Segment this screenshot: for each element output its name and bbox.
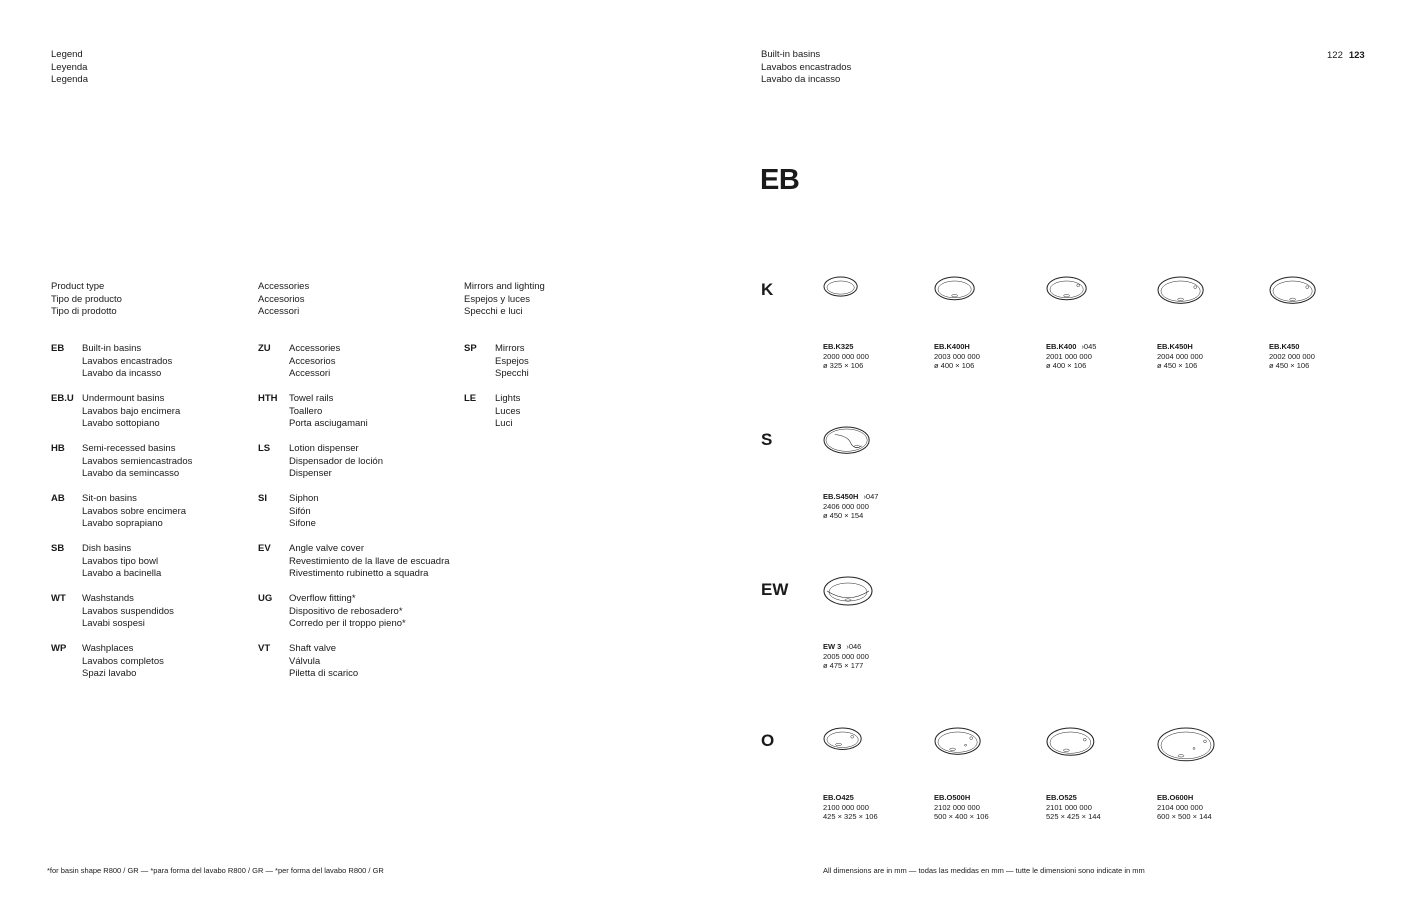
legend-description [289, 543, 450, 581]
legend-description-line: Dispositivo de rebosadero* [289, 605, 403, 617]
legend-code: SB [51, 543, 65, 554]
legend-description-line: Spazi lavabo [82, 668, 137, 679]
legend-description-line: Built-in basins [82, 343, 142, 354]
legend-description [82, 443, 192, 481]
row-code: S [761, 430, 773, 449]
page-number-right: 123 [1348, 50, 1365, 61]
product-name-line [823, 492, 878, 502]
legend-description-line: Dish basins [82, 543, 132, 554]
legend-description-line: Lavabos semiencastrados [82, 455, 193, 467]
legend-description-line: Washstands [82, 593, 134, 604]
product-meta [934, 342, 980, 371]
product-meta [1046, 342, 1096, 371]
product-dimensions: ø 475 × 177 [823, 661, 864, 671]
product-dimensions: ø 450 × 106 [1157, 361, 1198, 371]
legend-description [82, 343, 172, 381]
legend-code: AB [51, 493, 65, 504]
legend-title-es: Leyenda [51, 61, 88, 73]
legend-description [289, 393, 368, 431]
legend-description [82, 593, 174, 631]
legend-description-line: Mirrors [495, 343, 525, 354]
legend-description-line: Luci [495, 418, 513, 429]
legend-description-line: Lavabos bajo encimera [82, 405, 181, 417]
section-title-en: Built-in basins [761, 49, 821, 60]
product-item [1046, 727, 1146, 822]
page-reference-link[interactable]: ›046 [846, 642, 862, 651]
legend-description-line: Corredo per il troppo pieno* [289, 618, 406, 629]
legend-code: EB.U [51, 393, 74, 404]
product-number: 2000 000 000 [823, 351, 869, 361]
legend-title-it: Legenda [51, 74, 88, 85]
product-name: EB.O500H [934, 793, 971, 802]
overflow-footnote: *for basin shape R800 / GR — *para forma del lavabo R800 / GR — *per forma del lavabo R800 / GR [47, 866, 384, 875]
product-dimensions: 525 × 425 × 144 [1046, 812, 1101, 822]
legend-description [289, 593, 406, 631]
product-number: 2005 000 000 [823, 651, 869, 661]
product-name: EB.O600H [1157, 793, 1194, 802]
legend-description [82, 393, 180, 431]
legend-code: EB [51, 343, 65, 354]
product-name-line [823, 793, 878, 803]
product-name: EB.K450H [1157, 342, 1193, 351]
legend-description-line: Towel rails [289, 393, 334, 404]
basin-drawing [1046, 727, 1146, 756]
product-number: 2104 000 000 [1157, 802, 1203, 812]
product-item [1046, 276, 1146, 371]
product-name: EB.K400H [934, 342, 970, 351]
legend-column-heading [464, 281, 545, 319]
product-meta [823, 793, 878, 822]
legend-description-line: Lavabos tipo bowl [82, 555, 159, 567]
basin-drawing [1157, 727, 1257, 762]
legend-description-line: Lavabos completos [82, 655, 164, 667]
product-name: EB.K325 [823, 342, 854, 351]
legend-description [289, 443, 383, 481]
product-number: 2001 000 000 [1046, 351, 1092, 361]
legend-description-line: Accessori [289, 368, 331, 379]
page-reference-link[interactable]: ›045 [1081, 342, 1097, 351]
product-meta [1046, 793, 1101, 822]
product-name: EB.K450 [1269, 342, 1300, 351]
legend-heading-line: Accesorios [258, 293, 305, 305]
product-dimensions: ø 450 × 106 [1269, 361, 1310, 371]
product-dimensions: ø 325 × 106 [823, 361, 864, 371]
legend-title-en: Legend [51, 49, 83, 60]
legend-description [289, 493, 319, 531]
legend-heading-line: Specchi e luci [464, 306, 523, 317]
legend-description-line: Sifone [289, 518, 316, 529]
product-name-line [1046, 342, 1096, 352]
product-name: EW 3 [823, 642, 842, 651]
legend-description-line: Válvula [289, 655, 321, 667]
legend-description [82, 543, 161, 581]
product-name: EB.K400 [1046, 342, 1077, 351]
legend-code: WP [51, 643, 67, 654]
legend-heading-line: Accessories [258, 281, 310, 292]
legend-code: LS [258, 443, 271, 454]
product-name: EB.S450H [823, 492, 859, 501]
section-title-it: Lavabo da incasso [761, 74, 841, 85]
legend-description-line: Lavabo soprapiano [82, 518, 163, 529]
legend-column-heading [51, 281, 122, 319]
row-code: EW [761, 580, 789, 599]
product-name-line [934, 793, 989, 803]
legend-description-line: Sifón [289, 505, 311, 517]
section-header [761, 49, 851, 87]
product-meta [1157, 342, 1203, 371]
page-reference-link[interactable]: ›047 [863, 492, 879, 501]
legend-description-line: Sit-on basins [82, 493, 137, 504]
product-meta [823, 492, 878, 521]
legend-description-line: Lotion dispenser [289, 443, 359, 454]
legend-description [82, 493, 186, 531]
legend-description-line: Siphon [289, 493, 319, 504]
product-number: 2406 000 000 [823, 501, 869, 511]
product-meta [1269, 342, 1315, 371]
product-dimensions: ø 450 × 154 [823, 511, 864, 521]
basin-drawing [823, 276, 923, 297]
section-title-es: Lavabos encastrados [761, 61, 852, 73]
product-meta [823, 342, 869, 371]
legend-code: ZU [258, 343, 271, 354]
dimensions-footnote: All dimensions are in mm — todas las medidas en mm — tutte le dimensioni sono indicate in mm [823, 866, 1145, 875]
legend-description-line: Accessories [289, 343, 341, 354]
product-number: 2102 000 000 [934, 802, 980, 812]
legend-description-line: Lavabos encastrados [82, 355, 173, 367]
legend-description [82, 643, 164, 681]
legend-description [289, 343, 340, 381]
legend-heading-line: Product type [51, 281, 105, 292]
legend-description-line: Dispenser [289, 468, 332, 479]
basin-drawing [934, 727, 1034, 755]
product-name-line [823, 642, 869, 652]
product-number: 2101 000 000 [1046, 802, 1092, 812]
legend-code: HB [51, 443, 65, 454]
legend-description-line: Lavabo da semincasso [82, 468, 180, 479]
legend-header [51, 49, 88, 87]
legend-description-line: Shaft valve [289, 643, 336, 654]
legend-description-line: Lavabos suspendidos [82, 605, 174, 617]
product-meta [1157, 793, 1212, 822]
legend-description-line: Revestimiento de la llave de escuadra [289, 555, 450, 567]
product-name-line [1157, 793, 1212, 803]
legend-code: EV [258, 543, 271, 554]
legend-code: SI [258, 493, 267, 504]
product-dimensions: ø 400 × 106 [1046, 361, 1087, 371]
legend-description-line: Lavabo da incasso [82, 368, 162, 379]
product-name-line [934, 342, 980, 352]
legend-heading-line: Espejos y luces [464, 293, 531, 305]
page-numbers [1327, 50, 1365, 62]
product-item [934, 727, 1034, 822]
product-dimensions: 600 × 500 × 144 [1157, 812, 1212, 822]
row-code: O [761, 731, 775, 750]
basin-drawing [823, 727, 923, 751]
product-item [1269, 276, 1369, 371]
product-item [1157, 727, 1257, 822]
legend-code: WT [51, 593, 66, 604]
product-item [934, 276, 1034, 371]
product-number: 2100 000 000 [823, 802, 869, 812]
legend-description-line: Lavabo a bacinella [82, 568, 162, 579]
basin-drawing [934, 276, 1034, 301]
product-name-line [823, 342, 869, 352]
product-meta [934, 793, 989, 822]
legend-description [495, 343, 529, 381]
legend-heading-line: Tipo de producto [51, 293, 122, 305]
legend-description-line: Rivestimento rubinetto a squadra [289, 568, 429, 579]
legend-description-line: Lavabi sospesi [82, 618, 145, 629]
page-number-left: 122 [1327, 50, 1343, 61]
legend-description-line: Overflow fitting* [289, 593, 356, 604]
legend-description-line: Semi-recessed basins [82, 443, 176, 454]
basin-drawing [823, 576, 923, 606]
product-name-line [1046, 793, 1101, 803]
legend-heading-line: Accessori [258, 306, 300, 317]
legend-heading-line: Tipo di prodotto [51, 306, 117, 317]
legend-description-line: Porta asciugamani [289, 418, 368, 429]
legend-description-line: Specchi [495, 368, 529, 379]
legend-description-line: Undermount basins [82, 393, 165, 404]
legend-description-line: Lavabo sottopiano [82, 418, 160, 429]
legend-description-line: Luces [495, 405, 521, 417]
legend-code: HTH [258, 393, 278, 404]
product-name: EB.O425 [823, 793, 854, 802]
row-code: K [761, 280, 774, 299]
legend-code: VT [258, 643, 271, 654]
product-number: 2002 000 000 [1269, 351, 1315, 361]
basin-drawing [1046, 276, 1146, 301]
legend-description-line: Dispensador de loción [289, 455, 384, 467]
legend-description [289, 643, 358, 681]
product-item [823, 276, 923, 371]
product-dimensions: 425 × 325 × 106 [823, 812, 878, 822]
legend-description-line: Accesorios [289, 355, 336, 367]
legend-column-heading [258, 281, 309, 319]
basin-drawing [1269, 276, 1369, 304]
legend-description-line: Washplaces [82, 643, 134, 654]
product-meta [823, 642, 869, 671]
basin-drawing [1157, 276, 1257, 304]
product-number: 2004 000 000 [1157, 351, 1203, 361]
legend-code: SP [464, 343, 477, 354]
product-dimensions: 500 × 400 × 106 [934, 812, 989, 822]
legend-heading-line: Mirrors and lighting [464, 281, 545, 292]
product-name: EB.O525 [1046, 793, 1077, 802]
legend-description-line: Espejos [495, 355, 529, 367]
product-name-line [1157, 342, 1203, 352]
basin-drawing [823, 426, 923, 454]
legend-description-line: Lavabos sobre encimera [82, 505, 187, 517]
product-name-line [1269, 342, 1315, 352]
product-item [1157, 276, 1257, 371]
product-item [823, 727, 923, 822]
legend-description-line: Toallero [289, 405, 323, 417]
legend-description-line: Piletta di scarico [289, 668, 359, 679]
product-item [823, 576, 923, 671]
legend-code: LE [464, 393, 477, 404]
legend-description [495, 393, 520, 431]
legend-description-line: Lights [495, 393, 521, 404]
product-item [823, 426, 923, 521]
category-code: EB [760, 164, 800, 196]
legend-description-line: Angle valve cover [289, 543, 364, 554]
legend-code: UG [258, 593, 273, 604]
product-number: 2003 000 000 [934, 351, 980, 361]
product-dimensions: ø 400 × 106 [934, 361, 975, 371]
